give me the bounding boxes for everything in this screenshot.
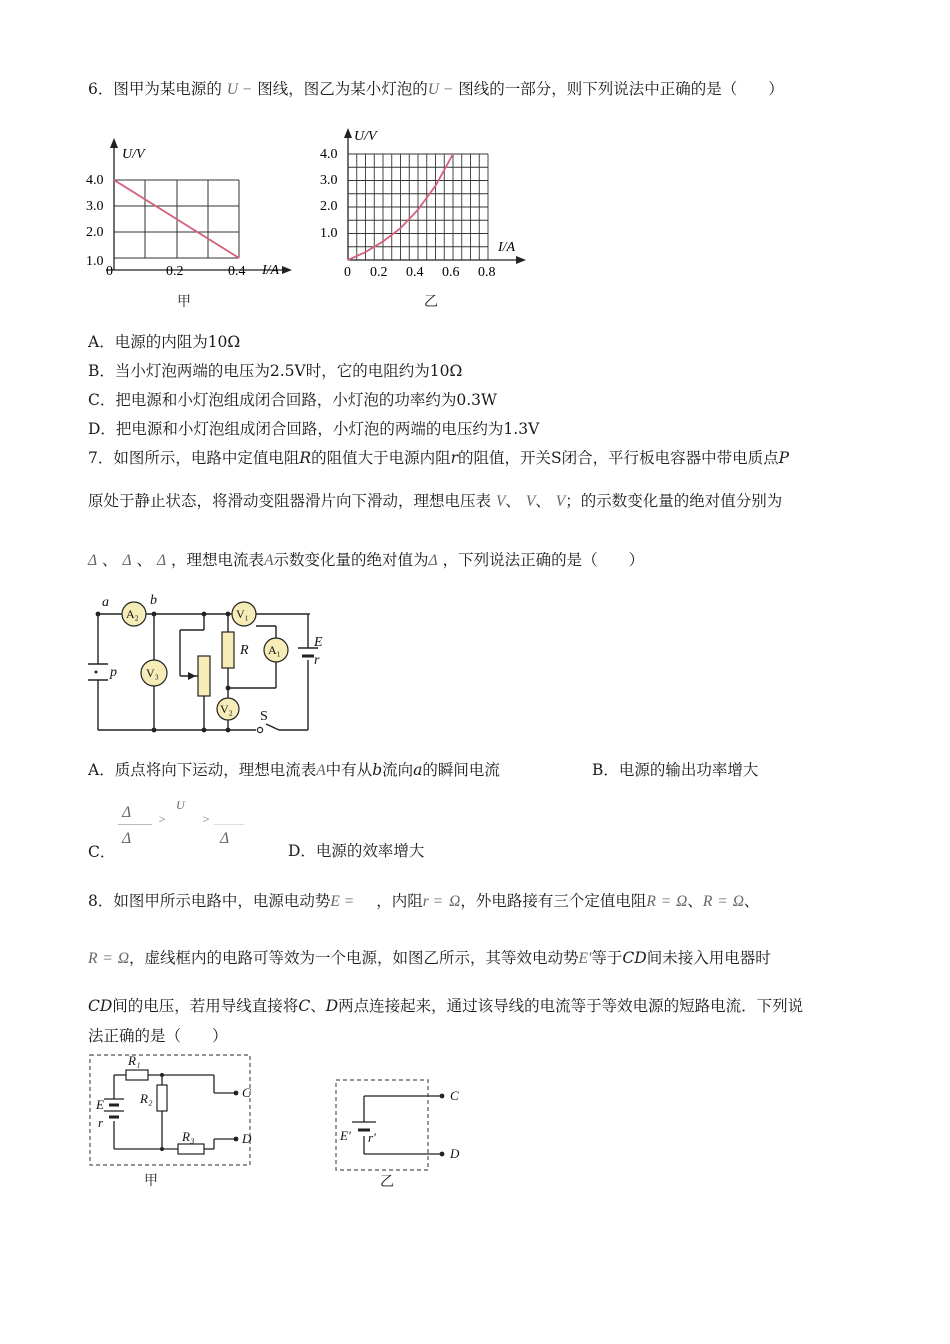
graph-yi bbox=[318, 120, 533, 315]
svg-text:r: r bbox=[98, 1115, 104, 1130]
graph-yi-ytick: 2.0 bbox=[320, 199, 338, 214]
svg-text:r′: r′ bbox=[368, 1130, 376, 1145]
graph-yi-ytick: 1.0 bbox=[320, 226, 338, 241]
graph-jia-ytick: 3.0 bbox=[86, 199, 104, 214]
graph-jia-ytick: 4.0 bbox=[86, 173, 104, 188]
q8-stem-line3: CD间的电压，若用导线直接将C、D两点连接起来，通过该导线的电流等于等效电源的短路电流．下列说 bbox=[88, 997, 804, 1015]
q6-symbol-u2: U − bbox=[427, 81, 454, 98]
svg-text:R: R bbox=[240, 643, 249, 658]
svg-text:D: D bbox=[242, 1131, 252, 1146]
svg-text:E: E bbox=[314, 635, 323, 650]
graph-yi-ytick: 4.0 bbox=[320, 147, 338, 162]
q7-option-a: A．质点将向下运动，理想电流表A中有从b流向a的瞬间电流 bbox=[88, 761, 500, 779]
svg-text:V₁: V₁ bbox=[236, 607, 249, 621]
graph-jia-ytick: 1.0 bbox=[86, 254, 104, 269]
q7-option-b: B．电源的输出功率增大 bbox=[592, 761, 759, 779]
q7-option-d: D．电源的效率增大 bbox=[288, 842, 425, 860]
rheostat bbox=[198, 656, 210, 696]
q8-stem-line2: R = Ω，虚线框内的电路可等效为一个电源，如图乙所示，其等效电动势E′等于CD间未接入用电器时 bbox=[88, 949, 771, 967]
q6-number: 6． bbox=[88, 80, 114, 98]
q6-option-c: C．把电源和小灯泡组成闭合回路，小灯泡的功率约为0.3W bbox=[88, 391, 497, 409]
graph-yi-ytick: 3.0 bbox=[320, 173, 338, 188]
graph-yi-caption: 乙 bbox=[424, 294, 438, 310]
graph-jia-ylabel: U/V bbox=[122, 147, 145, 162]
q7-option-c: C． Δ Δ > U > Δ bbox=[88, 802, 278, 862]
q6-symbol-u1: U − bbox=[226, 81, 253, 98]
svg-text:R₃: R₃ bbox=[182, 1129, 195, 1144]
q6-option-b: B．当小灯泡两端的电压为2.5V时，它的电阻约为10Ω bbox=[88, 362, 463, 380]
graph-jia-xlabel: I/A bbox=[262, 263, 280, 278]
q7-stem-line1: 7．如图所示，电路中定值电阻R的阻值大于电源内阻r的阻值，开关S闭合，平行板电容器中带电质点P bbox=[88, 449, 790, 467]
q8-stem-line4: 法正确的是（ ） bbox=[88, 1027, 228, 1045]
graph-yi-ylabel: U/V bbox=[354, 129, 377, 144]
q8-figure-jia bbox=[86, 1053, 276, 1193]
graph-yi-xtick: 0.4 bbox=[406, 265, 424, 280]
svg-text:r: r bbox=[314, 653, 320, 668]
svg-text:R₁: R₁ bbox=[128, 1053, 141, 1068]
q6-option-d: D．把电源和小灯泡组成闭合回路，小灯泡的两端的电压约为1.3V bbox=[88, 420, 540, 438]
svg-text:a: a bbox=[102, 595, 109, 610]
q8-figure-yi bbox=[332, 1078, 482, 1193]
q6-stem: 6．图甲为某电源的 U − 图线，图乙为某小灯泡的U − 图线的一部分，则下列说法中正确的是（ ） bbox=[88, 80, 784, 98]
svg-text:E′: E′ bbox=[340, 1128, 351, 1143]
svg-text:E: E bbox=[96, 1097, 104, 1112]
graph-yi-xtick: 0.6 bbox=[442, 265, 460, 280]
graph-yi-xlabel: I/A bbox=[498, 240, 516, 255]
graph-jia-ytick: 2.0 bbox=[86, 225, 104, 240]
svg-text:V₃: V₃ bbox=[146, 666, 159, 680]
svg-text:A₂: A₂ bbox=[126, 607, 139, 621]
q7-stem-line3: Δ 、 Δ 、 Δ ，理想电流表A示数变化量的绝对值为Δ ，下列说法正确的是（ ） bbox=[88, 551, 645, 569]
graph-jia bbox=[84, 120, 304, 315]
resistor-r bbox=[222, 632, 234, 668]
svg-text:S: S bbox=[260, 709, 268, 724]
q8-stem-line1: 8．如图甲所示电路中，电源电动势E = ，内阻r = Ω，外电路接有三个定值电阻R = Ω、R = Ω、 bbox=[88, 892, 760, 910]
graph-yi-xtick: 0.8 bbox=[478, 265, 496, 280]
svg-text:C: C bbox=[450, 1088, 459, 1103]
svg-text:p: p bbox=[110, 665, 117, 680]
svg-text:D: D bbox=[450, 1146, 460, 1161]
graph-jia-xtick: 0 bbox=[106, 264, 113, 279]
svg-text:V₂: V₂ bbox=[220, 702, 233, 716]
graph-jia-xtick: 0.2 bbox=[166, 264, 184, 279]
svg-text:b: b bbox=[150, 593, 157, 608]
q6-option-a: A．电源的内阻为10Ω bbox=[88, 333, 241, 351]
svg-text:R₂: R₂ bbox=[140, 1091, 153, 1106]
svg-text:乙: 乙 bbox=[380, 1174, 394, 1190]
graph-jia-xtick: 0.4 bbox=[228, 264, 246, 279]
svg-text:甲: 甲 bbox=[144, 1173, 158, 1189]
svg-text:A₁: A₁ bbox=[268, 643, 281, 657]
q7-circuit-diagram bbox=[84, 590, 344, 740]
graph-yi-grid bbox=[348, 154, 488, 260]
q7-stem-line2: 原处于静止状态，将滑动变阻器滑片向下滑动，理想电压表 V、 V、 V；的示数变化量的绝对值分别为 bbox=[88, 492, 783, 510]
graph-yi-xtick: 0 bbox=[344, 265, 351, 280]
graph-jia-caption: 甲 bbox=[177, 294, 191, 310]
svg-text:C: C bbox=[242, 1085, 251, 1100]
graph-yi-xtick: 0.2 bbox=[370, 265, 388, 280]
